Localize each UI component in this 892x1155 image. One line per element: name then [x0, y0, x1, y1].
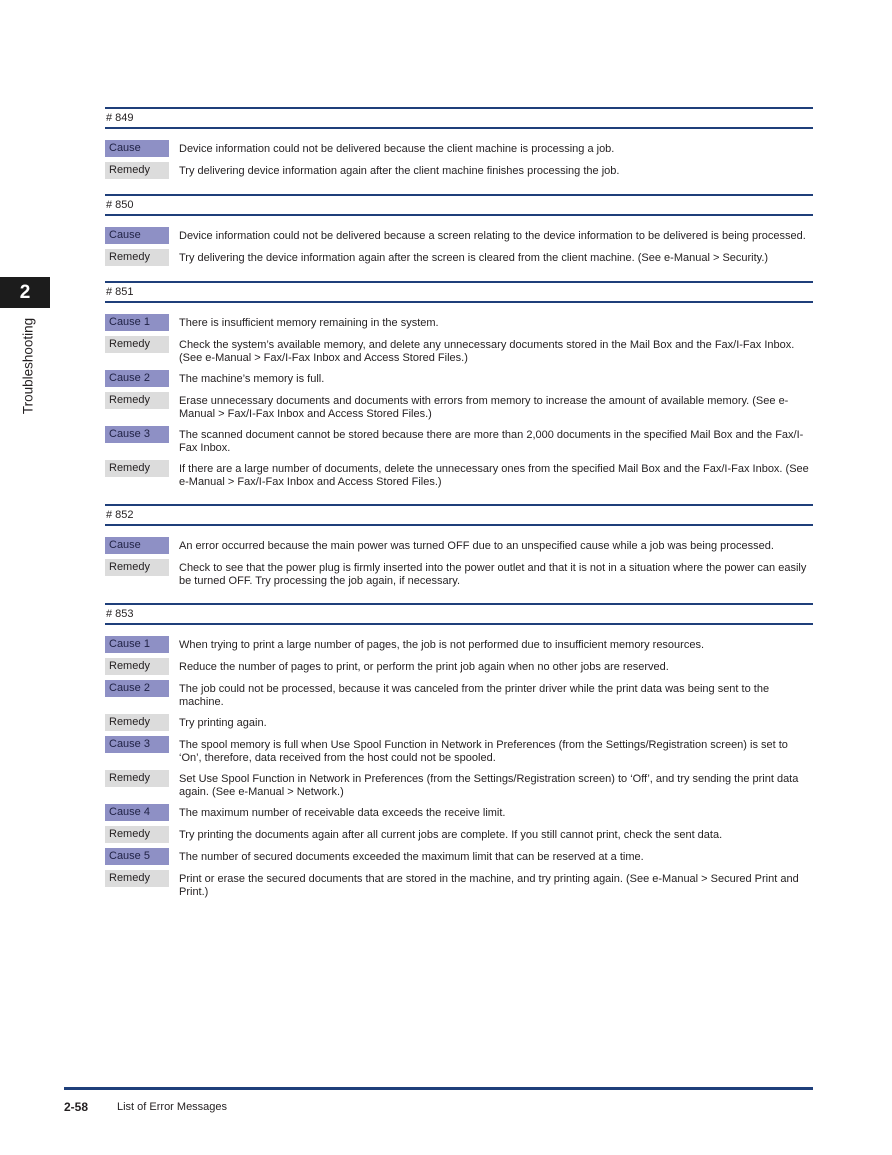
remedy-label: Remedy — [105, 162, 169, 179]
chapter-number: 2 — [19, 281, 31, 303]
remedy-text: Print or erase the secured documents that are stored in the machine, and try printing again. (See e-Manual > Secured Print and Print.) — [179, 873, 799, 898]
cause-text: There is insufficient memory remaining in the system. — [179, 317, 439, 329]
remedy-label: Remedy — [105, 870, 169, 887]
remedy-text: Try printing again. — [179, 717, 267, 729]
remedy-label: Remedy — [105, 826, 169, 843]
cause-text: The job could not be processed, because it was canceled from the printer driver while the print data was being sent to the machine. — [179, 683, 770, 708]
remedy-text: Reduce the number of pages to print, or perform the print job again when no other jobs are reserved. — [179, 661, 669, 673]
remedy-label: Remedy — [105, 392, 169, 409]
remedy-row — [105, 460, 813, 489]
cause-row — [105, 227, 813, 244]
error-message-list — [105, 107, 813, 914]
chapter-tab — [0, 277, 50, 308]
error-section — [105, 504, 813, 588]
remedy-text: Try delivering device information again after the client machine finishes processing the job. — [179, 165, 620, 177]
page-number: 2-58 — [64, 1100, 89, 1114]
cause-row — [105, 736, 813, 765]
cause-text: The number of secured documents exceeded the maximum limit that can be reserved at a time. — [179, 851, 644, 863]
cause-row — [105, 314, 813, 331]
remedy-label: Remedy — [105, 559, 169, 576]
chapter-title: Troubleshooting — [20, 317, 36, 415]
remedy-row — [105, 559, 813, 588]
error-rows — [105, 625, 813, 899]
error-code-heading: # 850 — [105, 194, 813, 216]
cause-label: Cause — [105, 140, 169, 157]
error-code-heading: # 851 — [105, 281, 813, 303]
remedy-row — [105, 658, 813, 675]
remedy-label: Remedy — [105, 336, 169, 353]
error-rows — [105, 526, 813, 588]
remedy-text: Try delivering the device information again after the screen is cleared from the client machine. (See e-Manual > Security.) — [179, 252, 769, 264]
cause-label: Cause 1 — [105, 314, 169, 331]
cause-row — [105, 537, 813, 554]
cause-text: Device information could not be delivered because the client machine is processing a job. — [179, 143, 615, 155]
remedy-label: Remedy — [105, 249, 169, 266]
error-section — [105, 194, 813, 266]
cause-label: Cause 1 — [105, 636, 169, 653]
cause-row — [105, 426, 813, 455]
error-section — [105, 281, 813, 489]
cause-label: Cause 4 — [105, 804, 169, 821]
cause-row — [105, 804, 813, 821]
remedy-label: Remedy — [105, 714, 169, 731]
cause-text: The scanned document cannot be stored because there are more than 2,000 documents in the specified Mail Box and the Fax/I-Fax Inbox. — [179, 429, 804, 454]
error-code-heading: # 853 — [105, 603, 813, 625]
footer-rule — [64, 1087, 813, 1090]
error-rows — [105, 216, 813, 266]
remedy-row — [105, 162, 813, 179]
cause-label: Cause 2 — [105, 680, 169, 697]
remedy-row — [105, 249, 813, 266]
cause-label: Cause — [105, 227, 169, 244]
error-code-heading: # 852 — [105, 504, 813, 526]
cause-text: The machine’s memory is full. — [179, 373, 325, 385]
remedy-row — [105, 770, 813, 799]
error-code-heading: # 849 — [105, 107, 813, 129]
error-section — [105, 107, 813, 179]
remedy-row — [105, 336, 813, 365]
error-section — [105, 603, 813, 899]
cause-row — [105, 680, 813, 709]
remedy-text: Try printing the documents again after all current jobs are complete. If you still cannot print, check the sent data. — [179, 829, 723, 841]
cause-label: Cause 3 — [105, 426, 169, 443]
remedy-row — [105, 826, 813, 843]
cause-row — [105, 370, 813, 387]
cause-row — [105, 848, 813, 865]
remedy-label: Remedy — [105, 770, 169, 787]
cause-row — [105, 140, 813, 157]
remedy-text: Check the system’s available memory, and delete any unnecessary documents stored in the Mail Box and the Fax/I-Fax Inbox. (See e-Manual > Fax/I-Fax Inbox and Access Stored Files.) — [179, 339, 795, 364]
cause-row — [105, 636, 813, 653]
remedy-row — [105, 714, 813, 731]
cause-text: The spool memory is full when Use Spool Function in Network in Preferences (from the Settings/Registration screen) is set to ‘On’, therefore, data received from the host could not be spooled. — [179, 739, 788, 764]
remedy-row — [105, 870, 813, 899]
error-rows — [105, 129, 813, 179]
cause-text: An error occurred because the main power was turned OFF due to an unspecified cause while a job was being processed. — [179, 540, 774, 552]
remedy-row — [105, 392, 813, 421]
remedy-text: If there are a large number of documents, delete the unnecessary ones from the specified Mail Box and the Fax/I-Fax Inbox. (See e-Manual > Fax/I-Fax Inbox and Access Stored Files.) — [179, 463, 809, 488]
cause-text: The maximum number of receivable data exceeds the receive limit. — [179, 807, 506, 819]
cause-label: Cause 5 — [105, 848, 169, 865]
remedy-label: Remedy — [105, 460, 169, 477]
error-rows — [105, 303, 813, 489]
cause-label: Cause 3 — [105, 736, 169, 753]
cause-text: When trying to print a large number of pages, the job is not performed due to insufficient memory resources. — [179, 639, 705, 651]
remedy-text: Check to see that the power plug is firmly inserted into the power outlet and that it is not in a situation where the power can easily be turned OFF. Try processing the job again, if necessary. — [179, 562, 807, 587]
remedy-text: Set Use Spool Function in Network in Preferences (from the Settings/Registration screen) to ‘Off’, and try sending the print data again. (See e-Manual > Network.) — [179, 773, 799, 798]
remedy-label: Remedy — [105, 658, 169, 675]
cause-label: Cause 2 — [105, 370, 169, 387]
cause-label: Cause — [105, 537, 169, 554]
remedy-text: Erase unnecessary documents and documents with errors from memory to increase the amount of available memory. (See e-Manual > Fax/I-Fax Inbox and Access Stored Files.) — [179, 395, 789, 420]
cause-text: Device information could not be delivered because a screen relating to the device information to be delivered is being processed. — [179, 230, 806, 242]
footer-title: List of Error Messages — [117, 1101, 228, 1113]
